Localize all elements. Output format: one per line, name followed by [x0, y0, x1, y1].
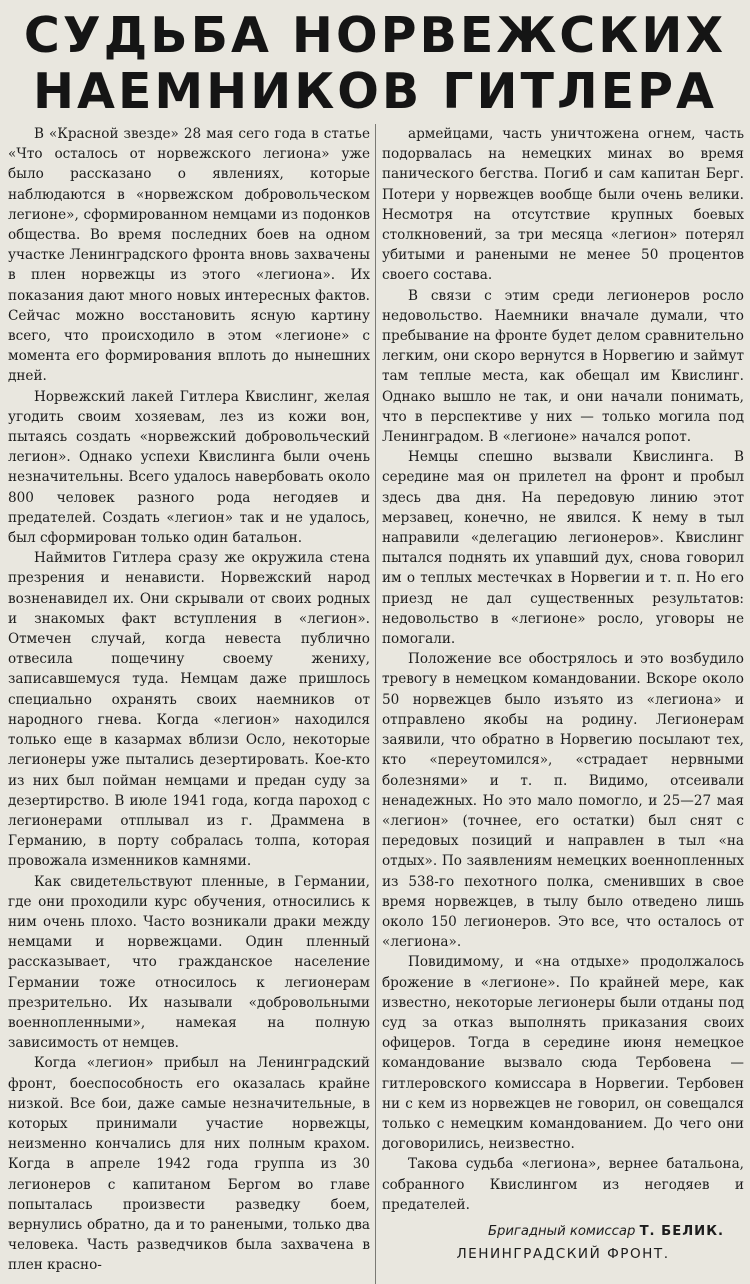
author-title: Бригадный комиссар [487, 1223, 636, 1239]
author-signature [382, 1221, 744, 1243]
paragraph: Положение все обострялось и это возбудило тревогу в немецком командовании. Вскоре около 50 норвежцев было изъято из «легиона» и отправлено якобы на родину. Легионерам заявили, что обратно в Норвегию посылают тех, кто «переутомился», «страдает нервными болезнями» и т. п. Видимо, отсеивали ненадежных. Но это мало помогло, и 25—27 мая «легион» (точнее, его остатки) был снят с передовых позиций и направлен в тыл «на отдых». По заявлениям немецких военнопленных из 538-го пехотного полка, сменивших в свое время норвежцев, в тылу было отведено лишь около 150 легионеров. Это все, что осталось от «легиона». [382, 651, 744, 951]
paragraph: Как свидетельствуют пленные, в Германии, где они проходили курс обучения, относились к ним очень плохо. Часто возникали драки между немцами и норвежцами. Один пленный рассказывает, что гражданское население Германии тоже относилось к легионерам презрительно. Их называли «добровольными военнопленными», намекая на полную зависимость от немцев. [8, 873, 370, 1052]
paragraph: Такова судьба «легиона», вернее батальона, собранного Квислингом из негодяев и предателей. [382, 1156, 744, 1213]
paragraph: Норвежский лакей Гитлера Квислинг, желая угодить своим хозяевам, лез из кожи вон, пытаясь создать «норвежский добровольческий легион». Однако успехи Квислинга были очень незначительны. Всего удалось навербовать около 800 человек разного рода негодяев и предателей. Создать «легион» так и не удалось, был сформирован только один батальон. [8, 388, 370, 547]
column-divider [375, 124, 376, 1284]
right-column [382, 124, 744, 1265]
paragraph: армейцами, часть уничтожена огнем, часть подорвалась на немецких минах во время панического бегства. Погиб и сам капитан Берг. Потери у норвежцев вообще были очень велики. Несмотря на отсутствие крупных боевых столкновений, за три месяца «легион» потерял убитыми и ранеными не менее 50 процентов своего состава. [382, 126, 744, 284]
paragraph: Повидимому, и «на отдыхе» продолжалось брожение в «легионе». По крайней мере, как известно, некоторые легионеры были отданы под суд за отказ выполнять приказания своих офицеров. Тогда в середине июня немецкое командование вызвало сюда Тербовена — гитлеровского комиссара в Норвегии. Тербовен ни с кем из норвежцев не говорил, он совещался только с немецким командованием. До чего они договорились, неизвестно. [382, 954, 744, 1153]
left-column [8, 124, 370, 1276]
headline [0, 0, 750, 120]
dateline-location: ЛЕНИНГРАДСКИЙ ФРОНТ. [456, 1245, 670, 1262]
headline-line-1: СУДЬБА НОРВЕЖСКИХ [23, 7, 727, 64]
article-body [8, 124, 744, 1284]
author-name: Т. БЕЛИК. [639, 1223, 724, 1239]
paragraph: В связи с этим среди легионеров росло недовольство. Наемники вначале думали, что пребывание на фронте будет делом сравнительно легким, они скоро вернутся в Норвегию и займут там теплые места, как обещал им Квислинг. Однако вышло не так, и они начали понимать, что в перспективе у них — только могила под Ленинградом. В «легионе» начался ропот. [382, 287, 744, 446]
headline-line-2: НАЕМНИКОВ ГИТЛЕРА [33, 63, 717, 120]
paragraph: Немцы спешно вызвали Квислинга. В середине мая он прилетел на фронт и пробыл здесь два дня. На передовую линию этот мерзавец, конечно, не явился. К нему в тыл направили «делегацию легионеров». Квислинг пытался поднять их упавший дух, снова говорил им о теплых местечках в Норвегии и т. п. Но его приезд не дал существенных результатов: недовольство в «легионе» росло, уговоры не помогали. [382, 449, 744, 648]
paragraph: Наймитов Гитлера сразу же окружила стена презрения и ненависти. Норвежский народ возненавидел их. Они скрывали от своих родных и знакомых факт вступления в «легион». Отмечен случай, когда невеста публично отвесила пощечину своему жениху, записавшемуся туда. Немцам даже пришлось специально охранять своих наемников от народного гнева. Когда «легион» находился только еще в казармах вблизи Осло, некоторые легионеры уже пытались дезертировать. Кое-кто из них был пойман немцами и предан суду за дезертирство. В июле 1941 года, когда пароход с легионерами отплывал из г. Драммена в Германию, в порту собралась толпа, которая провожала изменников камнями. [8, 550, 370, 870]
paragraph: В «Красной звезде» 28 мая сего года в статье «Что осталось от норвежского легиона» уже было рассказано о явлениях, которые наблюдаются в «норвежском добровольческом легионе», сформированном немцами из подонков общества. Во время последних боев на одном участке Ленинградского фронта вновь захвачены в плен норвежцы из этого «легиона». Их показания дают много новых интересных фактов. Сейчас можно восстановить ясную картину всего, что происходило в этом «легионе» с момента его формирования вплоть до нынешних дней. [8, 126, 370, 385]
paragraph: Когда «легион» прибыл на Ленинградский фронт, боеспособность его оказалась крайне низкой. Все бои, даже самые незначительные, в которых принимали участие норвежцы, неизменно кончались для них полным крахом. Когда в апреле 1942 года группа из 30 легионеров с капитаном Бергом во главе попыталась произвести разведку боем, вернулись обратно, да и то ранеными, только два человека. Часть разведчиков была захвачена в плен красно- [8, 1055, 370, 1274]
